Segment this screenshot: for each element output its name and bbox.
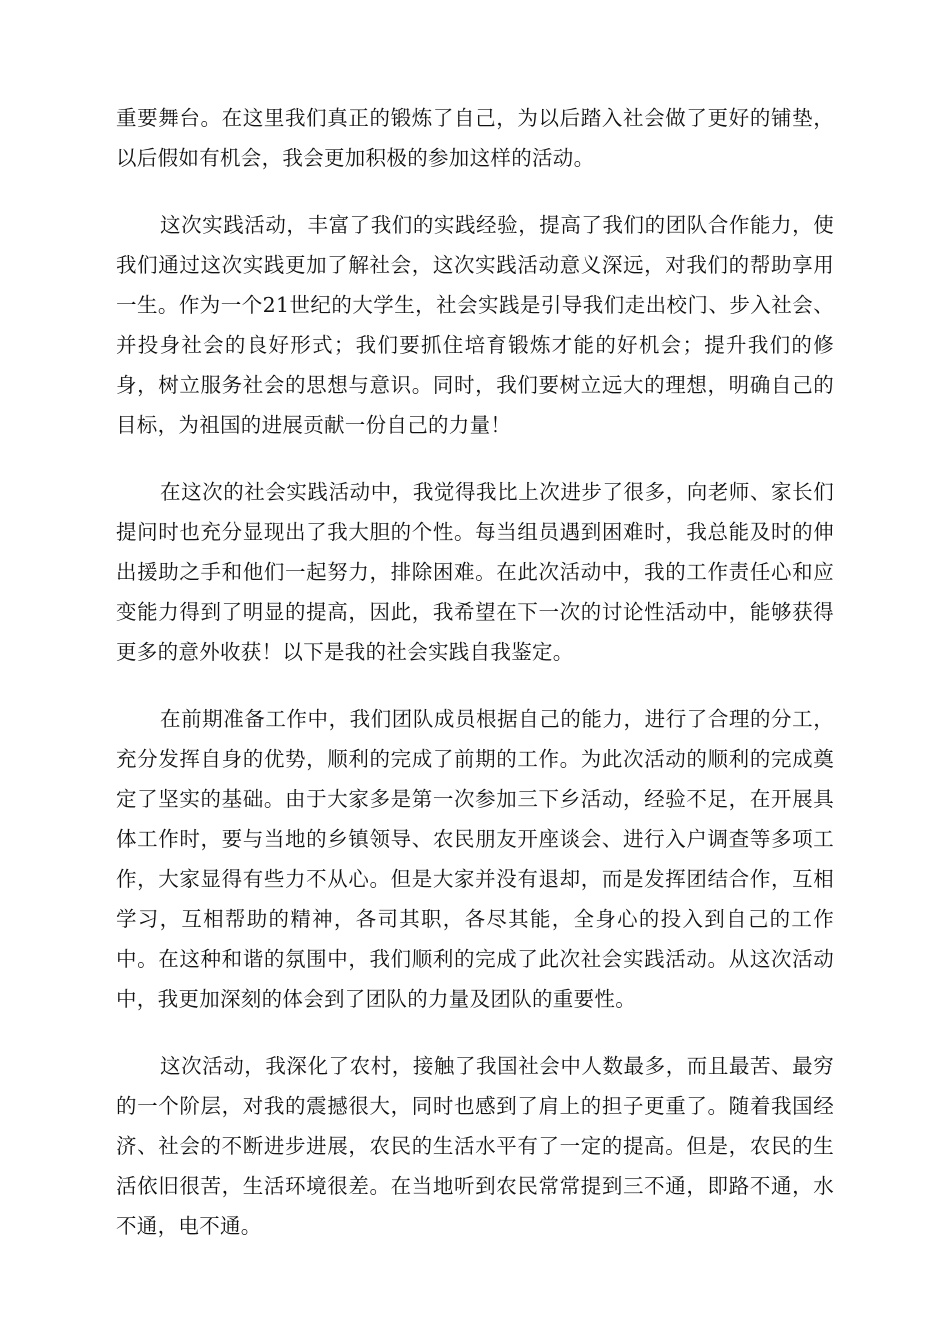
- paragraph-2: 这次实践活动，丰富了我们的实践经验，提高了我们的团队合作能力，使我们通过这次实践更加了解社会，这次实践活动意义深远，对我们的帮助享用一生。作为一个21世纪的大学生，社会实践是引导我们走出校门、步入社会、并投身社会的良好形式；我们要抓住培育锻炼才能的好机会；提升我们的修身，树立服务社会的思想与意识。同时，我们要树立远大的理想，明确自己的目标，为祖国的进展贡献一份自己的力量！: [116, 213, 834, 437]
- paragraph-5: 这次活动，我深化了农村，接触了我国社会中人数最多，而且最苦、最穷的一个阶层，对我的震撼很大，同时也感到了肩上的担子更重了。随着我国经济、社会的不断进步进展，农民的生活水平有了一定的提高。但是，农民的生活依旧很苦，生活环境很差。在当地听到农民常常提到三不通，即路不通，水不通，电不通。: [116, 1054, 834, 1238]
- paragraph-1: 重要舞台。在这里我们真正的锻炼了自己，为以后踏入社会做了更好的铺垫，以后假如有机会，我会更加积极的参加这样的活动。: [116, 106, 834, 170]
- paragraph-4: 在前期准备工作中，我们团队成员根据自己的能力，进行了合理的分工，充分发挥自身的优势，顺利的完成了前期的工作。为此次活动的顺利的完成奠定了坚实的基础。由于大家多是第一次参加三下乡活动，经验不足，在开展具体工作时，要与当地的乡镇领导、农民朋友开座谈会、进行入户调查等多项工作，大家显得有些力不从心。但是大家并没有退却，而是发挥团结合作，互相学习，互相帮助的精神，各司其职，各尽其能，全身心的投入到自己的工作中。在这种和谐的氛围中，我们顺利的完成了此次社会实践活动。从这次活动中，我更加深刻的体会到了团队的力量及团队的重要性。: [116, 707, 834, 1011]
- document-page: [116, 98, 834, 1273]
- paragraph-3: 在这次的社会实践活动中，我觉得我比上次进步了很多，向老师、家长们提问时也充分显现出了我大胆的个性。每当组员遇到困难时，我总能及时的伸出援助之手和他们一起努力，排除困难。在此次活动中，我的工作责任心和应变能力得到了明显的提高，因此，我希望在下一次的讨论性活动中，能够获得更多的意外收获！以下是我的社会实践自我鉴定。: [116, 480, 834, 664]
